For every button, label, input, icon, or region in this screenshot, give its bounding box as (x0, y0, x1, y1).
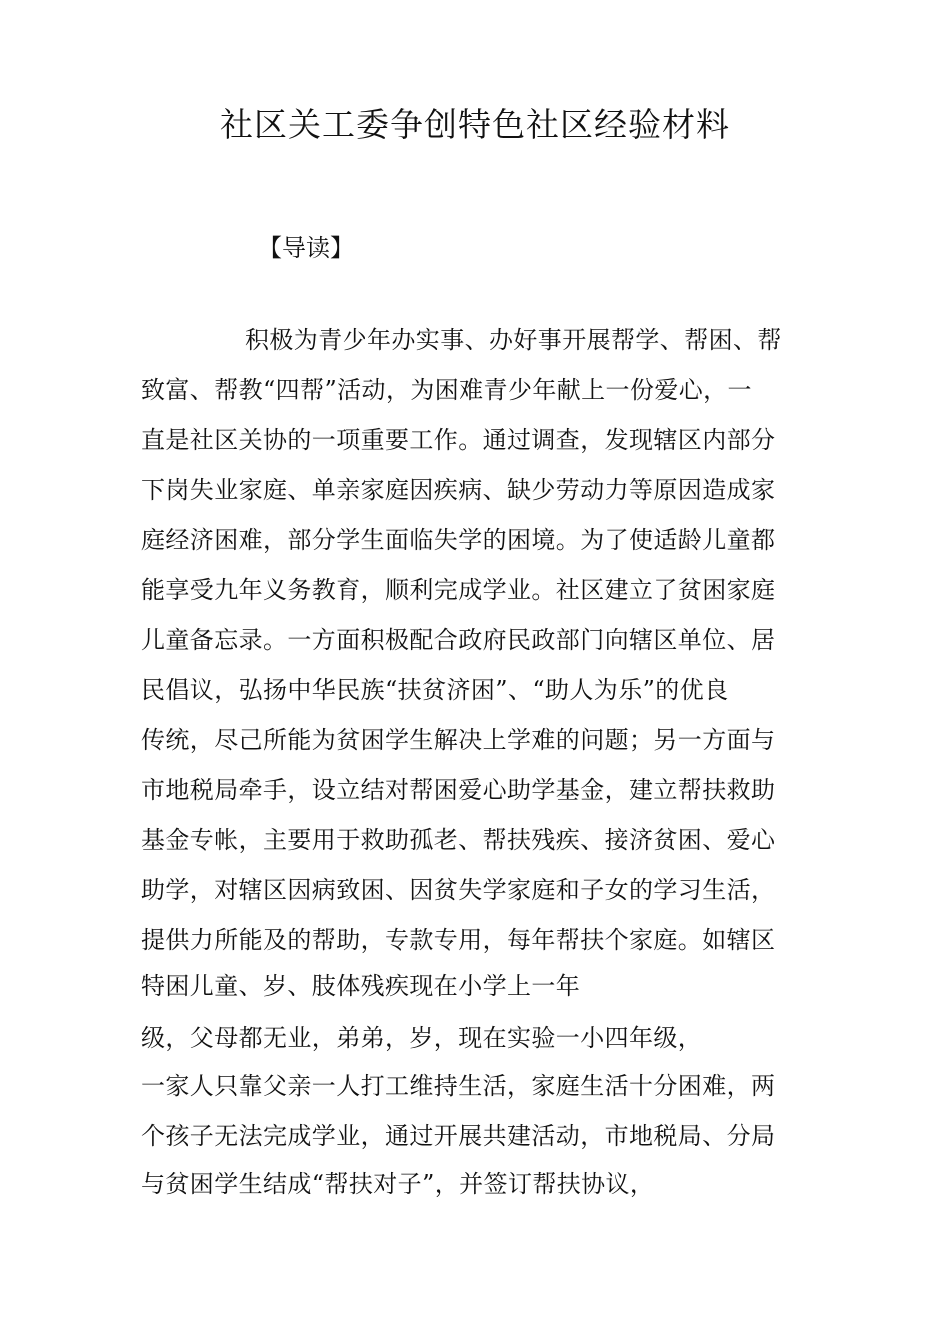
paragraph-line: 一家人只靠父亲一人打工维持生活，家庭生活十分困难，两 (141, 1072, 776, 1100)
paragraph-line: 庭经济困难，部分学生面临失学的困境。为了使适龄儿童都 (141, 526, 776, 554)
paragraph-line: 积极为青少年办实事、办好事开展帮学、帮困、帮 (245, 326, 782, 354)
document-title: 社区关工委争创特色社区经验材料 (220, 105, 730, 144)
paragraph-line: 助学，对辖区因病致困、因贫失学家庭和子女的学习生活， (141, 876, 776, 904)
paragraph-line: 能享受九年义务教育，顺利完成学业。社区建立了贫困家庭 (141, 576, 776, 604)
paragraph-line: 个孩子无法完成学业，通过开展共建活动，市地税局、分局 (141, 1122, 776, 1150)
section-heading-intro: 【导读】 (258, 234, 354, 262)
paragraph-line: 儿童备忘录。一方面积极配合政府民政部门向辖区单位、居 (141, 626, 776, 654)
paragraph-line: 致富、帮教“四帮”活动，为困难青少年献上一份爱心，一 (141, 376, 752, 404)
paragraph-line: 市地税局牵手，设立结对帮困爱心助学基金，建立帮扶救助 (141, 776, 776, 804)
paragraph-line: 直是社区关协的一项重要工作。通过调查，发现辖区内部分 (141, 426, 776, 454)
paragraph-line: 特困儿童、岁、肢体残疾现在小学上一年 (141, 972, 581, 1000)
paragraph-line: 下岗失业家庭、单亲家庭因疾病、缺少劳动力等原因造成家 (141, 476, 776, 504)
paragraph-line: 基金专帐，主要用于救助孤老、帮扶残疾、接济贫困、爱心 (141, 826, 776, 854)
paragraph-line: 民倡议，弘扬中华民族“扶贫济困”、“助人为乐”的优良 (141, 676, 729, 704)
paragraph-line: 与贫困学生结成“帮扶对子”，并签订帮扶协议， (141, 1170, 655, 1198)
paragraph-line: 传统，尽己所能为贫困学生解决上学难的问题；另一方面与 (141, 726, 776, 754)
paragraph-line: 级，父母都无业，弟弟，岁，现在实验一小四年级， (141, 1024, 703, 1052)
paragraph-line: 提供力所能及的帮助，专款专用，每年帮扶个家庭。如辖区 (141, 926, 776, 954)
